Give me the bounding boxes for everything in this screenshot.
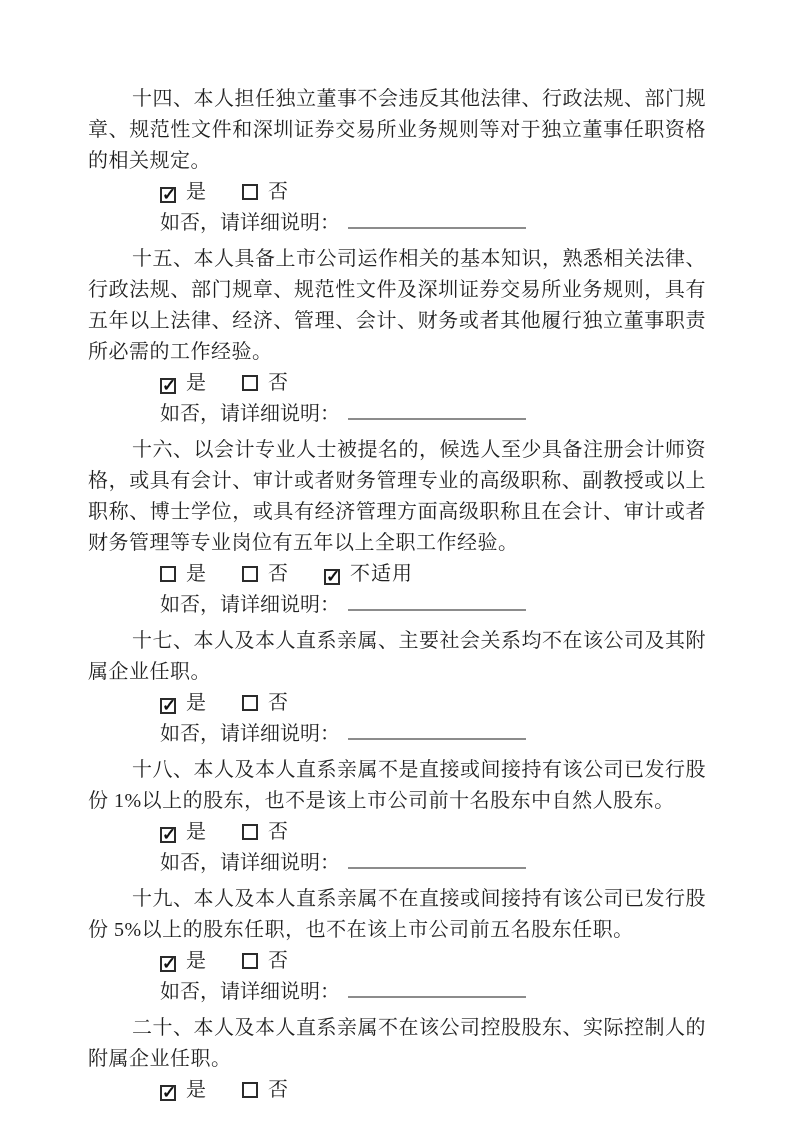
checkbox-icon[interactable]: ✓ [162,1083,177,1102]
item-18-text: 十八、本人及本人直系亲属不是直接或间接持有该公司已发行股份 1%以上的股东，也不是该上市公司前十名股东中自然人股东。 [88,759,706,812]
item-16-option-not-applicable[interactable] [324,559,413,590]
item-17 [88,626,706,750]
option-no-label: 否 [268,950,289,972]
detail-prompt: 如否，请详细说明： [160,981,340,1003]
option-no-label: 否 [268,563,289,585]
checkbox-icon[interactable]: ✓ [162,185,177,204]
detail-prompt: 如否，请详细说明： [160,212,340,234]
item-16-detail-input-line[interactable] [348,593,526,611]
item-19-text: 十九、本人及本人直系亲属不在直接或间接持有该公司已发行股份 5%以上的股东任职，也不在该上市公司前五名股东任职。 [88,888,706,941]
item-20-options-row [88,1075,706,1106]
item-14-detail-row [88,208,706,239]
item-20-option-no[interactable] [242,1075,289,1106]
checkbox-icon[interactable] [242,184,258,200]
option-yes-label: 是 [186,372,207,394]
item-16 [88,435,706,621]
item-17-options-row [88,688,706,719]
item-15-detail-row [88,399,706,430]
item-14 [88,84,706,239]
option-yes-label: 是 [186,821,207,843]
item-15 [88,244,706,430]
item-17-detail-row [88,719,706,750]
option-yes-label: 是 [186,692,207,714]
checkbox-icon[interactable]: ✓ [162,954,177,973]
item-19-options-row [88,946,706,977]
option-yes-label: 是 [186,950,207,972]
option-no-label: 否 [268,372,289,394]
item-17-option-yes[interactable] [160,688,207,719]
item-16-detail-row [88,590,706,621]
checkbox-icon[interactable]: ✓ [162,825,177,844]
item-19-option-no[interactable] [242,946,289,977]
checkbox-icon[interactable]: ✓ [326,567,341,586]
detail-prompt: 如否，请详细说明： [160,594,340,616]
item-14-option-yes[interactable] [160,177,207,208]
detail-prompt: 如否，请详细说明： [160,403,340,425]
item-15-detail-input-line[interactable] [348,402,526,420]
item-14-detail-input-line[interactable] [348,211,526,229]
checkbox-icon[interactable] [160,566,176,582]
item-16-option-no[interactable] [242,559,289,590]
item-18-options-row [88,817,706,848]
option-no-label: 否 [268,1079,289,1101]
option-yes-label: 是 [186,563,207,585]
checkbox-icon[interactable] [242,824,258,840]
item-19 [88,884,706,1008]
item-19-detail-row [88,977,706,1008]
item-20-text: 二十、本人及本人直系亲属不在该公司控股股东、实际控制人的附属企业任职。 [88,1017,706,1070]
item-20-option-yes[interactable] [160,1075,207,1106]
checkbox-icon[interactable]: ✓ [162,696,177,715]
checkbox-icon[interactable] [242,953,258,969]
item-15-options-row [88,368,706,399]
option-no-label: 否 [268,692,289,714]
item-18-detail-input-line[interactable] [348,851,526,869]
checkbox-icon[interactable] [242,1082,258,1098]
checkbox-icon[interactable] [242,695,258,711]
item-18-option-no[interactable] [242,817,289,848]
item-16-text: 十六、以会计专业人士被提名的，候选人至少具备注册会计师资格，或具有会计、审计或者财务管理专业的高级职称、副教授或以上职称、博士学位，或具有经济管理方面高级职称且在会计、审计或者财务管理等专业岗位有五年以上全职工作经验。 [88,439,706,554]
checkbox-icon[interactable] [242,375,258,391]
item-17-text: 十七、本人及本人直系亲属、主要社会关系均不在该公司及其附属企业任职。 [88,630,706,683]
item-20 [88,1013,706,1106]
item-18 [88,755,706,879]
option-yes-label: 是 [186,1079,207,1101]
option-no-label: 否 [268,821,289,843]
detail-prompt: 如否，请详细说明： [160,723,340,745]
item-17-option-no[interactable] [242,688,289,719]
item-18-option-yes[interactable] [160,817,207,848]
item-14-options-row [88,177,706,208]
item-18-detail-row [88,848,706,879]
item-14-option-no[interactable] [242,177,289,208]
item-16-option-yes[interactable] [160,559,207,590]
item-15-option-yes[interactable] [160,368,207,399]
item-19-detail-input-line[interactable] [348,980,526,998]
item-15-text: 十五、本人具备上市公司运作相关的基本知识，熟悉相关法律、行政法规、部门规章、规范性文件及深圳证券交易所业务规则，具有五年以上法律、经济、管理、会计、财务或者其他履行独立董事职责所必需的工作经验。 [88,248,706,363]
checkbox-icon[interactable]: ✓ [162,376,177,395]
option-no-label: 否 [268,181,289,203]
item-14-text: 十四、本人担任独立董事不会违反其他法律、行政法规、部门规章、规范性文件和深圳证券交易所业务规则等对于独立董事任职资格的相关规定。 [88,88,706,172]
item-19-option-yes[interactable] [160,946,207,977]
checkbox-icon[interactable] [242,566,258,582]
item-15-option-no[interactable] [242,368,289,399]
detail-prompt: 如否，请详细说明： [160,852,340,874]
option-not-applicable-label: 不适用 [350,563,413,585]
item-17-detail-input-line[interactable] [348,722,526,740]
option-yes-label: 是 [186,181,207,203]
item-16-options-row [88,559,706,590]
